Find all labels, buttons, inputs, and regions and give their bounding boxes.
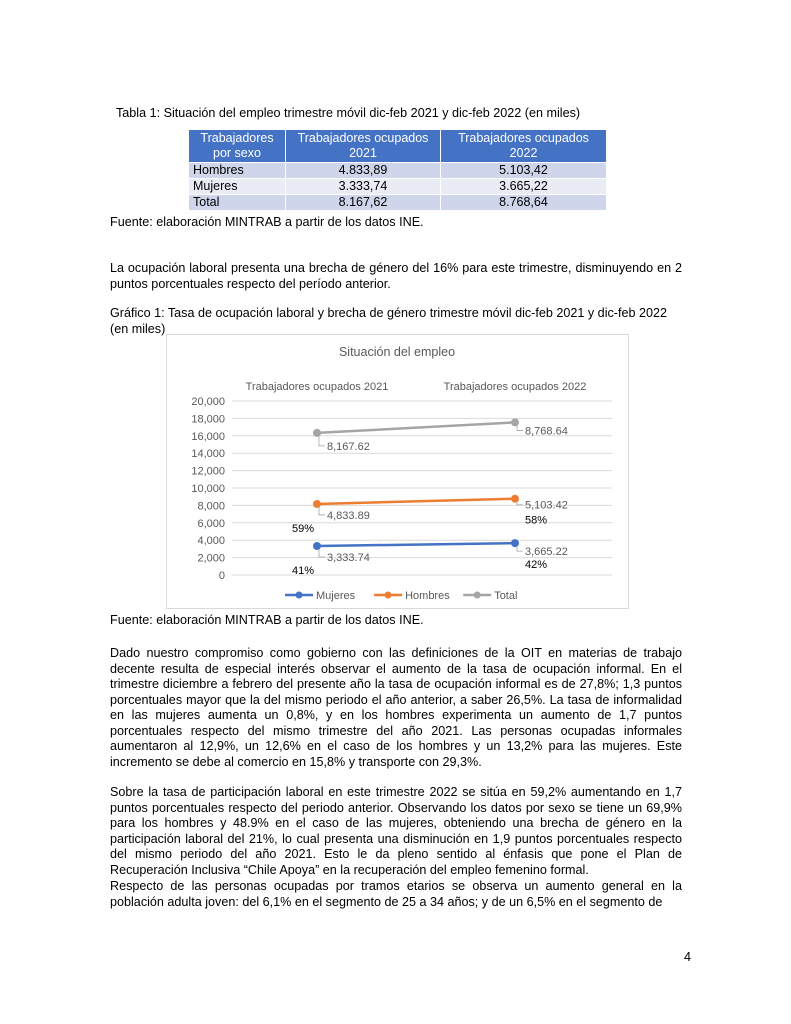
y-tick-label: 14,000 [191, 448, 225, 461]
share-label: 42% [525, 559, 548, 572]
table-cell-label: Mujeres [189, 179, 286, 195]
legend-swatch-marker [296, 592, 303, 599]
label-leader-line [319, 549, 325, 557]
table-cell: 8.167,62 [286, 195, 441, 211]
data-label: 4,833.89 [327, 509, 370, 522]
paragraph-informality: Dado nuestro compromiso como gobierno con las definiciones de la OIT en materias de trabajo decente resulta de especial interés observar el aumento de la tasa de ocupación informal. En el trimestre diciembre a febrero del presente año la tasa de ocupación informal es de 27,8%; 1,3 puntos porcentuales mayor que la del mismo periodo el año anterior, a saber 26,5%. La tasa de informalidad en las mujeres aumenta un 0,8%, y en los hombres experimenta un aumento de 1,7 puntos porcentuales respecto del mismo trimestre del año 2021. Las personas ocupadas informales aumentaron al 12,9%, un 12,6% en el caso de los hombres y un 13,2% para las mujeres. Este incremento se debe al comercio en 15,8% y transporte con 29,3%. [110, 646, 682, 769]
table-row [189, 163, 607, 179]
label-leader-line [517, 425, 523, 430]
label-leader-line [517, 502, 523, 505]
chart-title: Situación del empleo [338, 345, 456, 359]
y-tick-label: 0 [218, 570, 225, 582]
table-caption: Tabla 1: Situación del empleo trimestre móvil dic-feb 2021 y dic-feb 2022 (en miles) [116, 106, 581, 120]
table-row [189, 179, 607, 195]
table-header-cell: Trabajadores ocupados 2022 [441, 130, 607, 163]
paragraph-age-groups: Respecto de las personas ocupadas por tramos etarios se observa un aumento general en la población adulta joven: del 6,1% en el segmento de 25 a 34 años; y de un 6,5% en el segmento de [110, 879, 682, 909]
legend-label: Total [494, 590, 518, 602]
share-label: 41% [292, 564, 315, 577]
data-label: 8,768.64 [525, 425, 568, 438]
category-label: Trabajadores ocupados 2022 [443, 381, 587, 393]
share-label: 58% [525, 514, 548, 527]
series-line [317, 422, 515, 432]
data-point [313, 500, 321, 508]
table-cell: 3.333,74 [286, 179, 441, 195]
chart-caption: Gráfico 1: Tasa de ocupación laboral y brecha de género trimestre móvil dic-feb 2021 y dic-feb 2022 (en miles) [110, 306, 668, 336]
table-cell: 8.768,64 [441, 195, 607, 211]
data-point [511, 418, 519, 426]
data-point [313, 429, 321, 437]
employment-table [188, 129, 607, 211]
y-tick-label: 10,000 [191, 483, 225, 495]
y-tick-label: 18,000 [191, 413, 225, 426]
y-tick-label: 16,000 [191, 430, 225, 443]
y-tick-label: 8,000 [197, 500, 225, 513]
label-leader-line [319, 436, 325, 446]
chart-container [166, 334, 629, 609]
table-cell-label: Hombres [189, 163, 286, 179]
data-label: 3,333.74 [327, 551, 370, 564]
table-header-cell: Trabajadores por sexo [189, 130, 286, 163]
chart-source: Fuente: elaboración MINTRAB a partir de los datos INE. [110, 613, 424, 627]
data-point [313, 542, 321, 550]
table-row [189, 195, 607, 211]
table-cell: 3.665,22 [441, 179, 607, 195]
y-tick-label: 2,000 [197, 552, 225, 565]
table-cell-label: Total [189, 195, 286, 211]
y-tick-label: 12,000 [191, 465, 225, 478]
category-label: Trabajadores ocupados 2021 [245, 381, 389, 393]
y-tick-label: 6,000 [197, 517, 225, 530]
paragraph-gender-gap: La ocupación laboral presenta una brecha de género del 16% para este trimestre, disminuyendo en 2 puntos porcentuales respecto del período anterior. [110, 261, 682, 291]
legend-label: Mujeres [316, 590, 356, 602]
line-chart [167, 335, 628, 608]
series-line [317, 543, 515, 546]
data-label: 5,103.42 [525, 499, 568, 512]
table-cell: 5.103,42 [441, 163, 607, 179]
series-line [317, 499, 515, 504]
table-header-cell: Trabajadores ocupados 2021 [286, 130, 441, 163]
label-leader-line [319, 507, 325, 515]
data-label: 3,665.22 [525, 546, 568, 559]
data-point [511, 495, 519, 503]
paragraph-participation: Sobre la tasa de participación laboral en este trimestre 2022 se sitúa en 59,2% aumentando en 1,7 puntos porcentuales respecto del periodo anterior. Observando los datos por sexo se tiene un 69,9% para los hombres y 48.9% en el caso de las mujeres, obteniendo una brecha de género en la participación laboral del 21%, lo cual presenta una disminución en 1,9 puntos porcentuales respecto del mismo periodo del año 2021. Esto le da pleno sentido al énfasis que pone el Plan de Recuperación Inclusiva “Chile Apoya” en la recuperación del empleo femenino formal. [110, 785, 682, 877]
legend-swatch-marker [385, 592, 392, 599]
data-point [511, 539, 519, 547]
table-cell: 4.833,89 [286, 163, 441, 179]
label-leader-line [517, 546, 523, 551]
share-label: 59% [292, 522, 315, 535]
legend-swatch-marker [474, 592, 481, 599]
y-tick-label: 4,000 [197, 535, 225, 548]
table-source: Fuente: elaboración MINTRAB a partir de los datos INE. [110, 215, 424, 229]
y-tick-label: 20,000 [191, 396, 225, 408]
page-number: 4 [683, 950, 691, 964]
legend-label: Hombres [405, 590, 450, 602]
table-header-row [189, 130, 607, 163]
data-label: 8,167.62 [327, 440, 370, 453]
